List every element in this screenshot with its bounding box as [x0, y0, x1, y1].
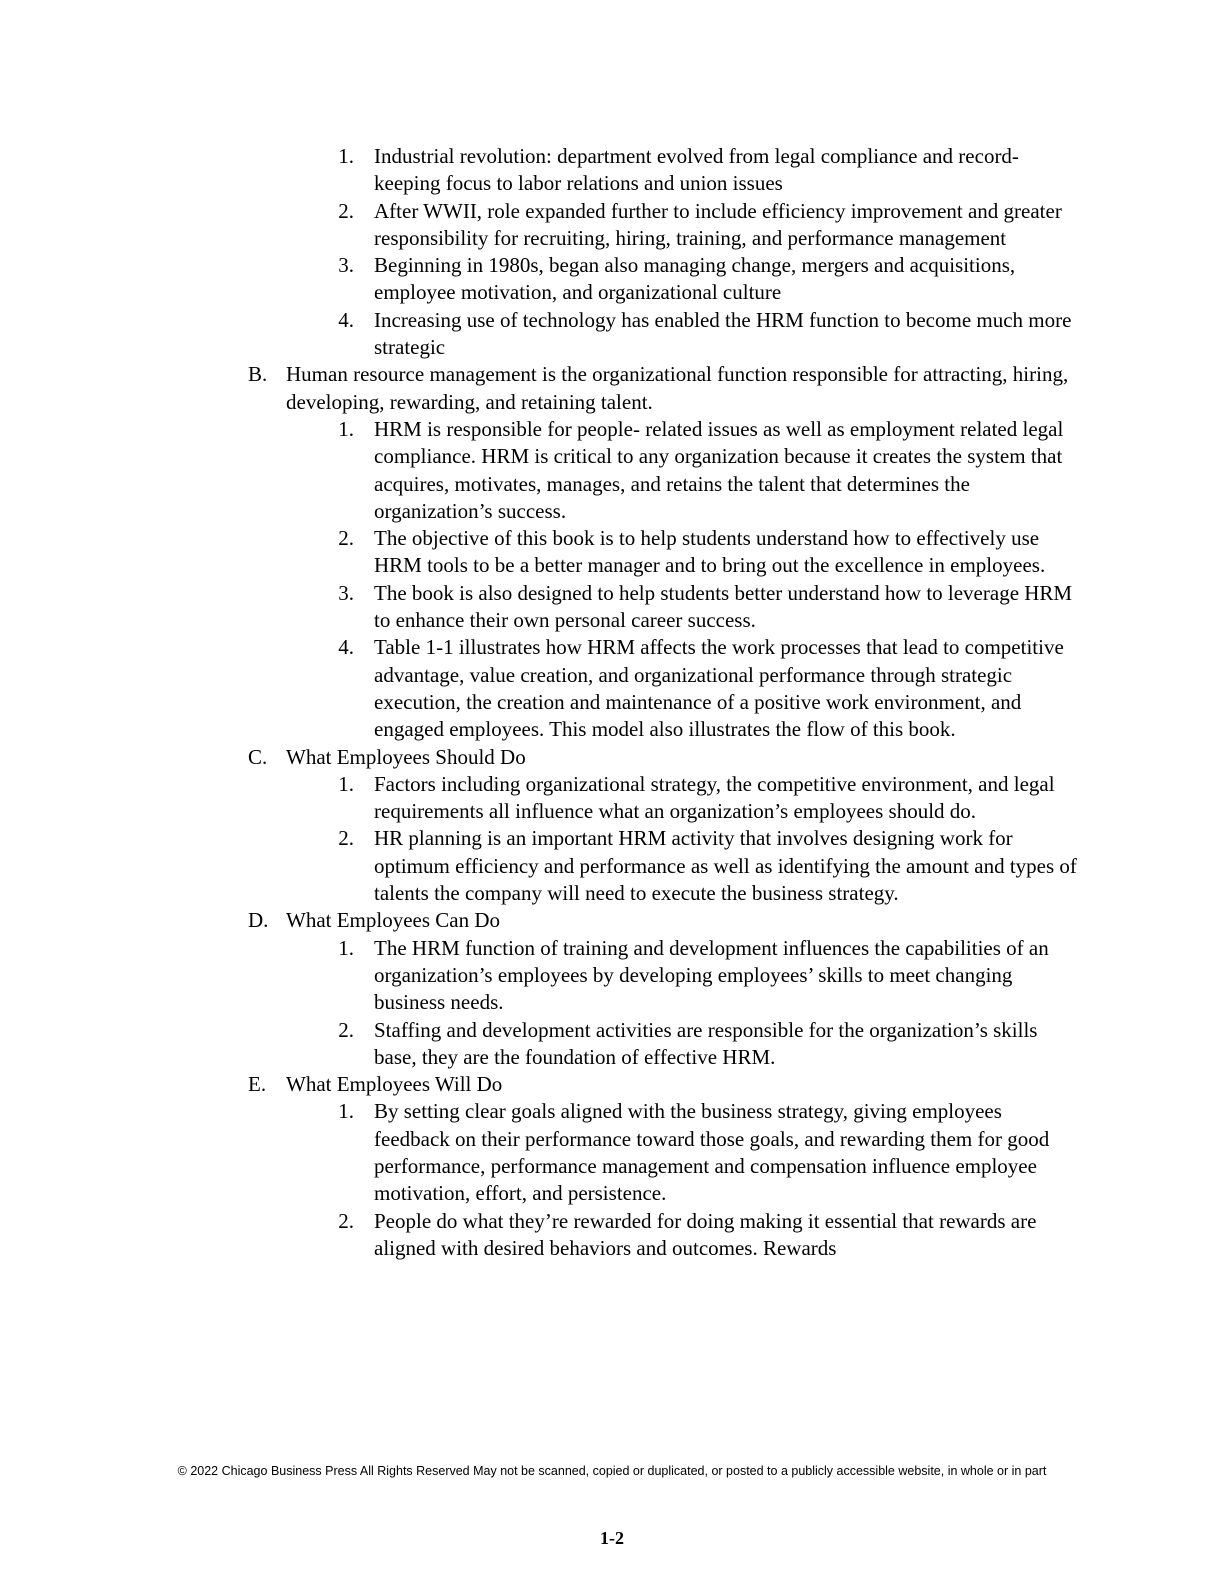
section-heading-b — [248, 361, 1078, 416]
list-item — [338, 307, 1078, 362]
list-item — [338, 143, 1078, 198]
item-number: 1. — [338, 416, 354, 441]
copyright-footer: © 2022 Chicago Business Press All Rights Reserved May not be scanned, copied or duplicated, or posted to a publicly accessible website, in whole or in part — [177, 1464, 1047, 1478]
item-text: Increasing use of technology has enabled the HRM function to become much more strategic — [374, 307, 1072, 360]
section-heading-d — [248, 907, 1078, 934]
item-text: By setting clear goals aligned with the business strategy, giving employees feedback on their performance toward those goals, and rewarding them for good performance, performance management and compensation influence employee motivation, effort, and persistence. — [374, 1099, 1050, 1206]
list-item — [338, 416, 1078, 525]
section-letter: B. — [248, 362, 268, 387]
section-letter: C. — [248, 744, 268, 769]
section-text: What Employees Will Do — [286, 1072, 503, 1097]
section-letter: E. — [248, 1072, 267, 1097]
section-heading-c — [248, 744, 1078, 771]
item-number: 1. — [338, 1099, 354, 1124]
section-text: What Employees Can Do — [286, 908, 501, 933]
list-item — [338, 1208, 1078, 1263]
item-text: Industrial revolution: department evolved from legal compliance and record-keeping focus to labor relations and union issues — [374, 144, 1019, 196]
section-heading-e — [248, 1071, 1078, 1098]
item-number: 2. — [338, 826, 354, 851]
item-text: Factors including organizational strategy, the competitive environment, and legal requirements all influence what an organization’s employees should do. — [374, 771, 1055, 824]
page-number: 1-2 — [600, 1528, 624, 1548]
list-item — [338, 580, 1078, 635]
outline-content — [248, 143, 1078, 1262]
list-item — [338, 525, 1078, 580]
item-number: 1. — [338, 144, 354, 168]
section-text: Human resource management is the organizational function responsible for attracting, hiring, developing, rewarding, and retaining talent. — [286, 362, 1069, 414]
item-text: Table 1-1 illustrates how HRM affects the work processes that lead to competitive advantage, value creation, and organizational performance through strategic execution, the creation and maintenance of a positive work environment, and engaged employees. This model also illustrates the flow of this book. — [374, 635, 1064, 742]
item-number: 2. — [338, 1208, 354, 1233]
list-item — [338, 1017, 1078, 1072]
list-item — [338, 1098, 1078, 1207]
item-text: The objective of this book is to help students understand how to effectively use HRM tools to be a better manager and to bring out the excellence in employees. — [374, 526, 1046, 578]
item-number: 4. — [338, 635, 354, 660]
item-text: HR planning is an important HRM activity that involves designing work for optimum efficiency and performance as well as identifying the amount and types of talents the company will need to execute the business strategy. — [374, 826, 1077, 906]
section-text: What Employees Should Do — [286, 744, 526, 769]
item-text: The HRM function of training and development influences the capabilities of an organization’s employees by developing employees’ skills to meet changing business needs. — [374, 935, 1049, 1015]
item-number: 2. — [338, 198, 354, 223]
item-number: 3. — [338, 253, 354, 278]
item-text: The book is also designed to help students better understand how to leverage HRM to enhance their own personal career success. — [374, 580, 1073, 633]
section-letter: D. — [248, 908, 269, 933]
item-number: 2. — [338, 1017, 354, 1042]
item-number: 1. — [338, 771, 354, 796]
list-item — [338, 935, 1078, 1017]
list-item — [338, 825, 1078, 907]
item-text: HRM is responsible for people- related issues as well as employment related legal compliance. HRM is critical to any organization because it creates the system that acquires, motivates, manages, and retains the talent that determines the organization’s success. — [374, 416, 1064, 523]
list-item — [338, 771, 1078, 826]
item-text: After WWII, role expanded further to include efficiency improvement and greater responsibility for recruiting, hiring, training, and performance management — [374, 198, 1062, 250]
list-item — [338, 634, 1078, 743]
item-text: Beginning in 1980s, began also managing change, mergers and acquisitions, employee motivation, and organizational culture — [374, 253, 1016, 305]
item-number: 2. — [338, 526, 354, 551]
list-item — [338, 252, 1078, 307]
item-number: 4. — [338, 307, 354, 332]
item-number: 1. — [338, 935, 354, 960]
item-number: 3. — [338, 580, 354, 605]
list-item — [338, 198, 1078, 253]
item-text: People do what they’re rewarded for doing making it essential that rewards are aligned with desired behaviors and outcomes. Rewards — [374, 1208, 1037, 1260]
item-text: Staffing and development activities are responsible for the organization’s skills base, they are the foundation of effective HRM. — [374, 1017, 1038, 1069]
